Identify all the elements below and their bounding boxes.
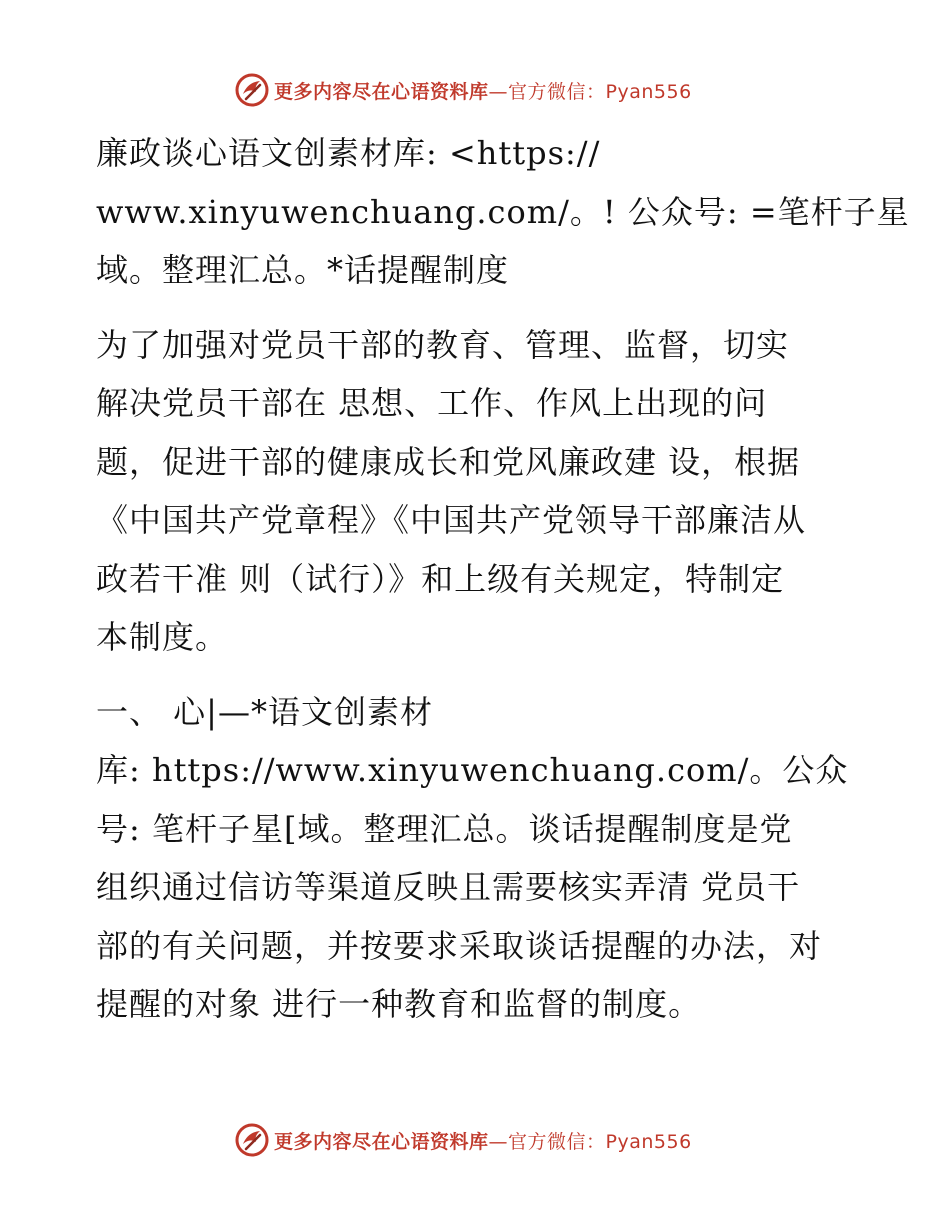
text-line: 号: 笔杆子星[域。整理汇总。谈话提醒制度是党 — [96, 809, 793, 848]
text-line: 《中国共产党章程》《中国共产党领导干部廉洁从 — [96, 501, 807, 539]
paragraph-purpose — [96, 316, 856, 667]
banner-label: 官方微信： — [508, 1130, 606, 1153]
banner-dash: — — [488, 80, 509, 103]
paragraph-section-one — [96, 683, 856, 1034]
paragraph-source-note — [96, 124, 910, 300]
text-line: 本制度。 — [96, 618, 229, 656]
text-line: www.xinyuwenchuang.com/。! 公众号: =笔杆子星 — [96, 192, 910, 231]
banner-text — [274, 1127, 692, 1154]
text-line: 库: https://www.xinyuwenchuang.com/。公众 — [96, 751, 849, 789]
brand-logo-icon — [234, 72, 270, 108]
footer-banner — [234, 1120, 692, 1160]
banner-text — [274, 77, 692, 104]
text-line: 政若干准 则（试行）》和上级有关规定，特制定 — [96, 559, 785, 598]
banner-label: 官方微信： — [508, 80, 606, 103]
text-line: 为了加强对党员干部的教育、管理、监督，切实 — [96, 325, 790, 364]
banner-wechat-id: Pyan556 — [605, 80, 692, 103]
text-line: 部的有关问题，并按要求采取谈话提醒的办法，对 — [96, 926, 823, 965]
text-line: 提醒的对象 进行一种教育和监督的制度。 — [96, 985, 702, 1023]
text-line: 题，促进干部的健康成长和党风廉政建 设，根据 — [96, 442, 801, 481]
text-line: 域。整理汇总。*话提醒制度 — [96, 251, 510, 289]
text-line: 组织通过信访等渠道反映且需要核实弄清 党员干 — [96, 868, 801, 906]
banner-brand: 更多内容尽在心语资料库 — [274, 1130, 489, 1153]
banner-dash: — — [488, 1130, 509, 1153]
text-line: 廉政谈心语文创素材库: <https:// — [96, 134, 601, 172]
text-line: 解决党员干部在 思想、工作、作风上出现的问 — [96, 384, 768, 422]
banner-wechat-id: Pyan556 — [605, 1130, 692, 1153]
banner-brand: 更多内容尽在心语资料库 — [274, 80, 489, 103]
text-line: 一、 心|—*语文创素材 — [96, 692, 433, 731]
brand-logo-icon — [234, 1122, 270, 1158]
document-body — [96, 124, 910, 1034]
header-banner — [234, 70, 692, 110]
